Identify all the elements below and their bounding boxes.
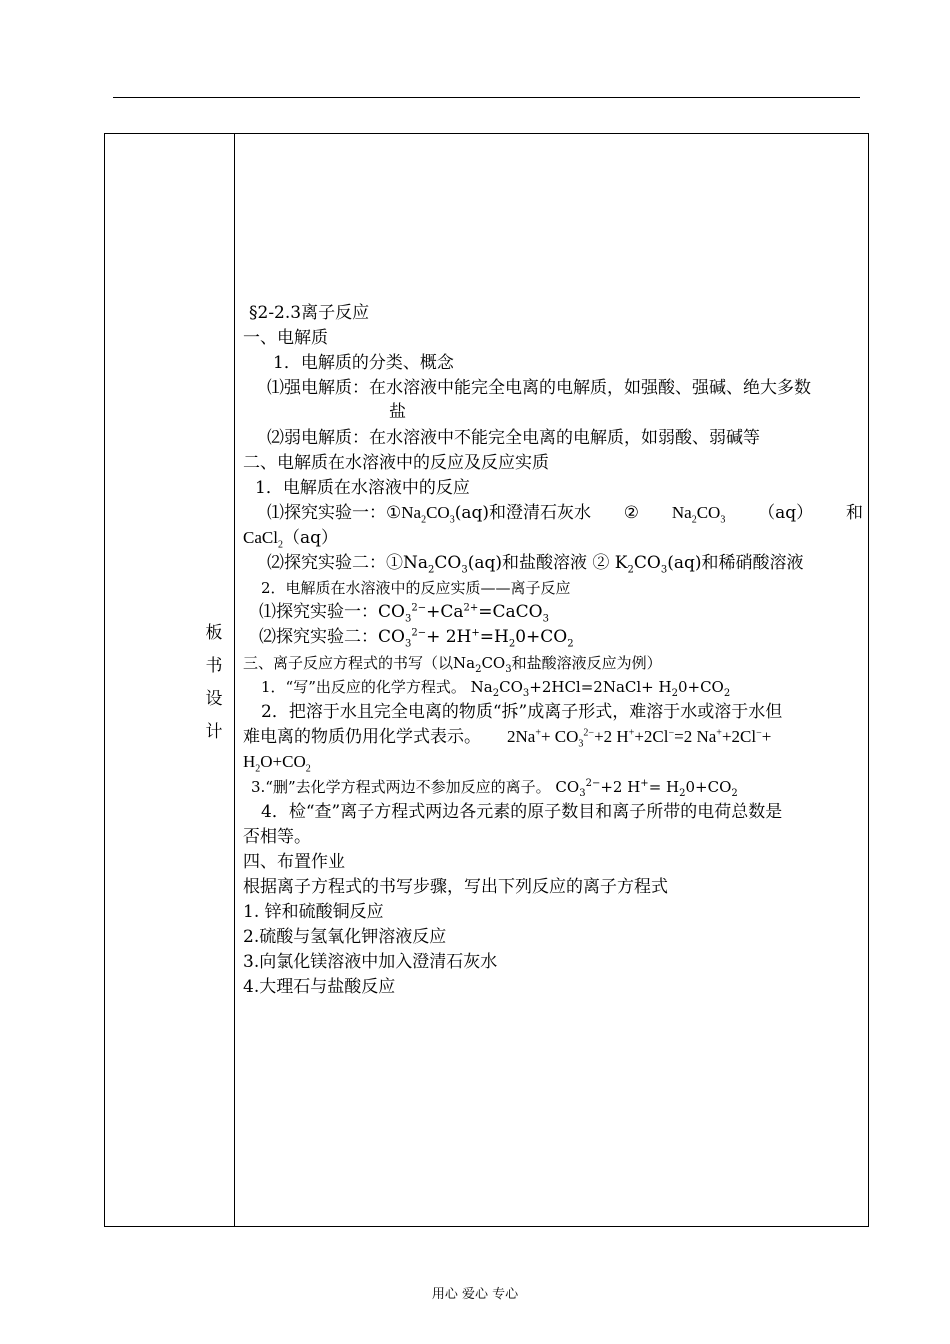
- label-char: 计: [205, 722, 223, 742]
- header-rule: [113, 97, 860, 98]
- homework-item: 1. 锌和硫酸铜反应: [243, 902, 384, 922]
- homework-item: 2.硫酸与氢氧化钾溶液反应: [243, 927, 447, 947]
- step-line: 4．检“查”离子方程式两边各元素的原子数目和离子所带的电荷总数是: [261, 802, 783, 822]
- label-column: [105, 134, 234, 1226]
- subheading: 1．电解质在水溶液中的反应: [255, 478, 470, 498]
- body-line: 盐: [389, 402, 406, 422]
- subheading: 2．电解质在水溶液中的反应实质——离子反应: [261, 579, 571, 597]
- body-line: ⑵弱电解质：在水溶液中不能完全电离的电解质，如弱酸、弱碱等: [267, 428, 760, 448]
- heading-3: 三、离子反应方程式的书写（以$Na_2CO_3$和盐酸溶液反应为例）: [243, 654, 662, 675]
- step-line: 3.“删”去化学方程式两边不参加反应的离子。 $CO_3^{2-}+2$ $H^+= H_20+CO_2$: [251, 778, 738, 799]
- heading-2: 二、电解质在水溶液中的反应及反应实质: [243, 453, 549, 473]
- step-line: 2．把溶于水且完全电离的物质“拆”成离子形式，难溶于水或溶于水但: [261, 702, 783, 722]
- heading-4: 四、布置作业: [243, 852, 345, 872]
- equation-line: ⑴探究实验一：$CO_3^{2-}+Ca^{2+}=CaCO_3$: [259, 602, 549, 625]
- body-line: ⑴强电解质：在水溶液中能完全电离的电解质，如强酸、强碱、绝大多数: [267, 378, 811, 398]
- homework-item: 4.大理石与盐酸反应: [243, 977, 396, 997]
- step-line: 难电离的物质仍用化学式表示。 $2Na^++ CO_3^{2-}+2$ H++2Cl−=2 Na++2Cl−+: [243, 727, 772, 750]
- label-char: 设: [205, 689, 223, 709]
- homework-item: 3.向氯化镁溶液中加入澄清石灰水: [243, 952, 498, 972]
- homework-intro: 根据离子方程式的书写步骤，写出下列反应的离子方程式: [243, 877, 668, 897]
- step-line: $H_2O+CO_2$: [243, 752, 311, 775]
- step-line: 否相等。: [243, 827, 311, 847]
- equation-line: ⑵探究实验二：$CO_3^{2-}+ 2H^+=H_20+CO_2$: [259, 627, 574, 650]
- body-line: ⑵探究实验二：$①Na_2CO_3(aq)$和盐酸溶液 ② $K_2CO_3(aq)$和稀硝酸溶液: [267, 553, 804, 576]
- heading-1: 一、电解质: [243, 328, 328, 348]
- section-title: §2-2.3离子反应: [249, 303, 370, 323]
- label-char: 书: [205, 656, 223, 676]
- step-line: 1．“写”出反应的化学方程式。 $Na_2CO_3+2HCl=2NaCl+ H_20+CO_2$: [261, 678, 731, 699]
- body-line: CaCl$_2$（aq）: [243, 528, 338, 551]
- subheading: 1．电解质的分类、概念: [273, 353, 454, 373]
- label-char: 板: [205, 623, 223, 643]
- body-line: ⑴探究实验一：$①Na_2CO_3(aq)$和澄清石灰水 ② $Na_2CO_3$ （aq） 和: [267, 503, 863, 526]
- column-divider: [234, 134, 235, 1226]
- page-footer: 用心 爱心 专心: [431, 1287, 519, 1302]
- lesson-table: [104, 133, 869, 1227]
